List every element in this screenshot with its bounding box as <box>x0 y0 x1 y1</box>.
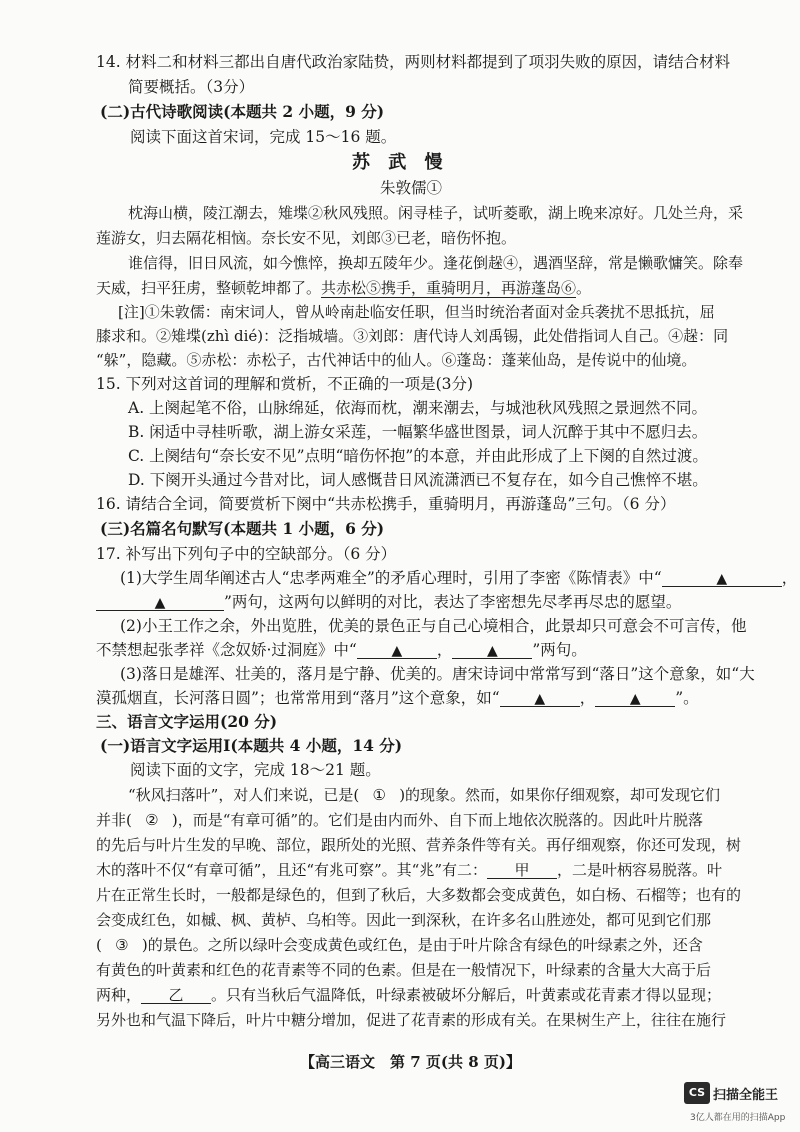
passage-line <box>96 985 721 1005</box>
triangle-marker: ▲ <box>629 691 641 707</box>
answer-blank[interactable] <box>662 568 782 587</box>
q15-stem: 15. 下列对这首词的理解和赏析，不正确的一项是(3分) <box>96 375 474 393</box>
q15-option-a: A. 上阕起笔不俗，山脉绵延，依海而枕，潮来潮去，与城池秋风残照之景迥然不同。 <box>128 399 708 417</box>
q17-sub1-line2 <box>96 592 681 612</box>
q17-sub2-line2 <box>96 640 587 660</box>
passage-line: 另外也和气温下降后，叶片中糖分增加，促进了花青素的形成有关。在果树生产上，往往在施行 <box>96 1011 727 1029</box>
poem-note: 膝求和。②雉堞(zhì dié)：泛指城墙。③刘郎：唐代诗人刘禹锡，此处借指词人自己。④趓：同 <box>96 327 729 345</box>
passage-text: 并非( <box>96 811 132 829</box>
q17-sub1-line1 <box>120 568 797 588</box>
scanner-watermark <box>684 1082 778 1104</box>
scanner-tagline: 3亿人都在用的扫描App <box>690 1113 786 1123</box>
q14-line1: 14. 材料二和材料三都出自唐代政治家陆贽，两则材料都提到了项羽失败的原因，请结合材料 <box>96 53 731 71</box>
scanner-app-name: 扫描全能王 <box>713 1087 779 1103</box>
poem-note: “躲”，隐藏。⑤赤松：赤松子，古代神话中的仙人。⑥蓬岛：蓬莱仙岛，是传说中的仙境。 <box>96 351 697 369</box>
q17-text: 漠孤烟直，长河落日圆”；也常常用到“落月”这个意象，如“ <box>96 689 500 707</box>
blank-jia[interactable]: 甲 <box>487 860 557 879</box>
sub1-heading: (一)语言文字运用Ⅰ(本题共 4 小题，14 分) <box>100 736 403 755</box>
q15-option-b: B. 闲适中寻桂听歌，湖上游女采莲，一幅繁华盛世图景，词人沉醉于其中不愿归去。 <box>128 423 708 441</box>
q17-text: ”两句。 <box>532 641 587 659</box>
q17-sub2-line1: (2)小王工作之余，外出览胜，优美的景色正与自己心境相合，此景却只可意会不可言传，他 <box>120 617 747 635</box>
triangle-marker: ▲ <box>486 643 498 659</box>
passage-line <box>96 810 703 830</box>
answer-blank[interactable] <box>357 640 437 659</box>
triangle-marker: ▲ <box>716 571 728 587</box>
poem-note: [注]①朱敦儒：南宋词人，曾从岭南赴临安任职，但当时统治者面对金兵袭扰不思抵抗，屈 <box>118 303 715 321</box>
q17-text: ， <box>436 641 453 659</box>
sub1-instruction: 阅读下面的文字，完成 18～21 题。 <box>130 761 381 779</box>
q17-text: ”。 <box>675 689 699 707</box>
passage-line: 片在正常生长时，一般都是绿色的，但到了秋后，大多数都会变成黄色，如白杨、石榴等；也有的 <box>96 886 742 904</box>
answer-blank[interactable] <box>452 640 532 659</box>
answer-blank[interactable] <box>500 688 580 707</box>
poem-line: 谁信得，旧日风流，如今憔悴，换却五陵年少。逢花倒趓④，遇酒坚辞，常是懒歌慵笑。除奉 <box>128 254 744 272</box>
blank-marker-3: ③ <box>115 936 129 954</box>
blank-marker-2: ② <box>145 811 159 829</box>
passage-line <box>128 785 720 805</box>
sec3-heading: (三)名篇名句默写(本题共 1 小题，6 分) <box>100 519 385 538</box>
blank-yi[interactable]: 乙 <box>141 985 211 1004</box>
q15-option-c: C. 上阕结句“奈长安不见”点明“暗伤怀抱”的本意，并由此形成了上下阕的自然过渡。 <box>128 447 708 465</box>
passage-text: “秋风扫落叶”，对人们来说，已是( <box>128 786 360 804</box>
passage-line <box>96 860 722 880</box>
q14-line2: 简要概括。（3分） <box>128 78 255 96</box>
poem-line: 枕海山横，陵江潮去，雉堞②秋风残照。闲寻桂子，试听菱歌，湖上晚来凉好。几处兰舟，采 <box>128 204 744 222</box>
sec2-heading: (二)古代诗歌阅读(本题共 2 小题，9 分) <box>100 102 385 121</box>
passage-line: 有黄色的叶黄素和红色的花青素等不同的色素。但是在一般情况下，叶绿素的含量大大高于后 <box>96 961 712 979</box>
q17-text: (1)大学生周华阐述古人“忠孝两难全”的矛盾心理时，引用了李密《陈情表》中“ <box>120 569 662 587</box>
triangle-marker: ▲ <box>154 595 166 611</box>
passage-text: 木的落叶不仅“有章可循”，且还“有兆可察”。其“兆”有二： <box>96 861 488 879</box>
q17-sub3-line1: (3)落日是雄浑、壮美的，落月是宁静、优美的。唐宋诗词中常常写到“落日”这个意象，如“大 <box>120 665 755 683</box>
poem-text: 。 <box>576 279 592 297</box>
poem-author: 朱敦儒① <box>380 179 443 197</box>
poem-text: 天威，扫平狂虏，整顿乾坤都了。 <box>96 279 322 297</box>
q17-text: ”两句，这两句以鲜明的对比，表达了李密想先尽孝再尽忠的愿望。 <box>224 593 682 611</box>
triangle-marker: ▲ <box>534 691 546 707</box>
answer-blank[interactable] <box>96 592 224 611</box>
sec2-instruction: 阅读下面这首宋词，完成 15～16 题。 <box>130 128 397 146</box>
scanner-logo-icon: CS <box>684 1082 710 1104</box>
poem-title: 苏 武 慢 <box>352 152 449 173</box>
blank-marker-1: ① <box>372 786 386 804</box>
triangle-marker: ▲ <box>391 643 403 659</box>
poem-line: 莲游女，归去隔花相恼。奈长安不见，刘郎③已老，暗伤怀抱。 <box>96 229 517 247</box>
q16: 16. 请结合全词，简要赏析下阕中“共赤松携手，重骑明月，再游蓬岛”三句。（6 分） <box>96 495 676 513</box>
q15-option-d: D. 下阕开头通过今昔对比，词人感慨昔日风流潇洒已不复存在，如今自己憔悴不堪。 <box>128 471 708 489</box>
passage-text: ，二是叶柄容易脱落。叶 <box>557 861 723 879</box>
passage-text: 两种， <box>96 986 142 1004</box>
q17-stem: 17. 补写出下列句子中的空缺部分。（6 分） <box>96 545 397 563</box>
poem-underlined-lines: 共赤松⑤携手，重骑明月，再游蓬岛⑥ <box>321 279 577 297</box>
passage-line: 的先后与叶片生发的早晚、部位，跟所处的光照、营养条件等有关。再仔细观察，你还可发现，树 <box>96 836 742 854</box>
passage-text: ( <box>96 936 102 954</box>
passage-line: 会变成红色，如槭、枫、黄栌、乌桕等。因此一到深秋，在许多名山胜迹处，都可见到它们那 <box>96 911 712 929</box>
q17-text: 不禁想起张孝祥《念奴娇·过洞庭》中“ <box>96 641 357 659</box>
part3-heading: 三、语言文字运用(20 分) <box>96 712 278 731</box>
passage-text: )，而是“有章可循”的。它们是由内而外、自下而上地依次脱落的。因此叶片脱落 <box>171 811 704 829</box>
q17-text: ， <box>781 569 798 587</box>
passage-text: )的现象。然而，如果你仔细观察，却可发现它们 <box>399 786 721 804</box>
poem-line-with-underline <box>96 278 591 298</box>
passage-text: )的景色。之所以绿叶会变成黄色或红色，是由于叶片除含有绿色的叶绿素之外，还含 <box>141 936 703 954</box>
passage-line <box>96 935 703 955</box>
passage-text: 。只有当秋后气温降低，叶绿素被破坏分解后，叶黄素或花青素才得以显现； <box>211 986 722 1004</box>
q17-sub3-line2 <box>96 688 699 708</box>
page-footer: 【高三语文 第 7 页(共 8 页)】 <box>300 1053 521 1071</box>
answer-blank[interactable] <box>595 688 675 707</box>
q17-text: ， <box>579 689 596 707</box>
